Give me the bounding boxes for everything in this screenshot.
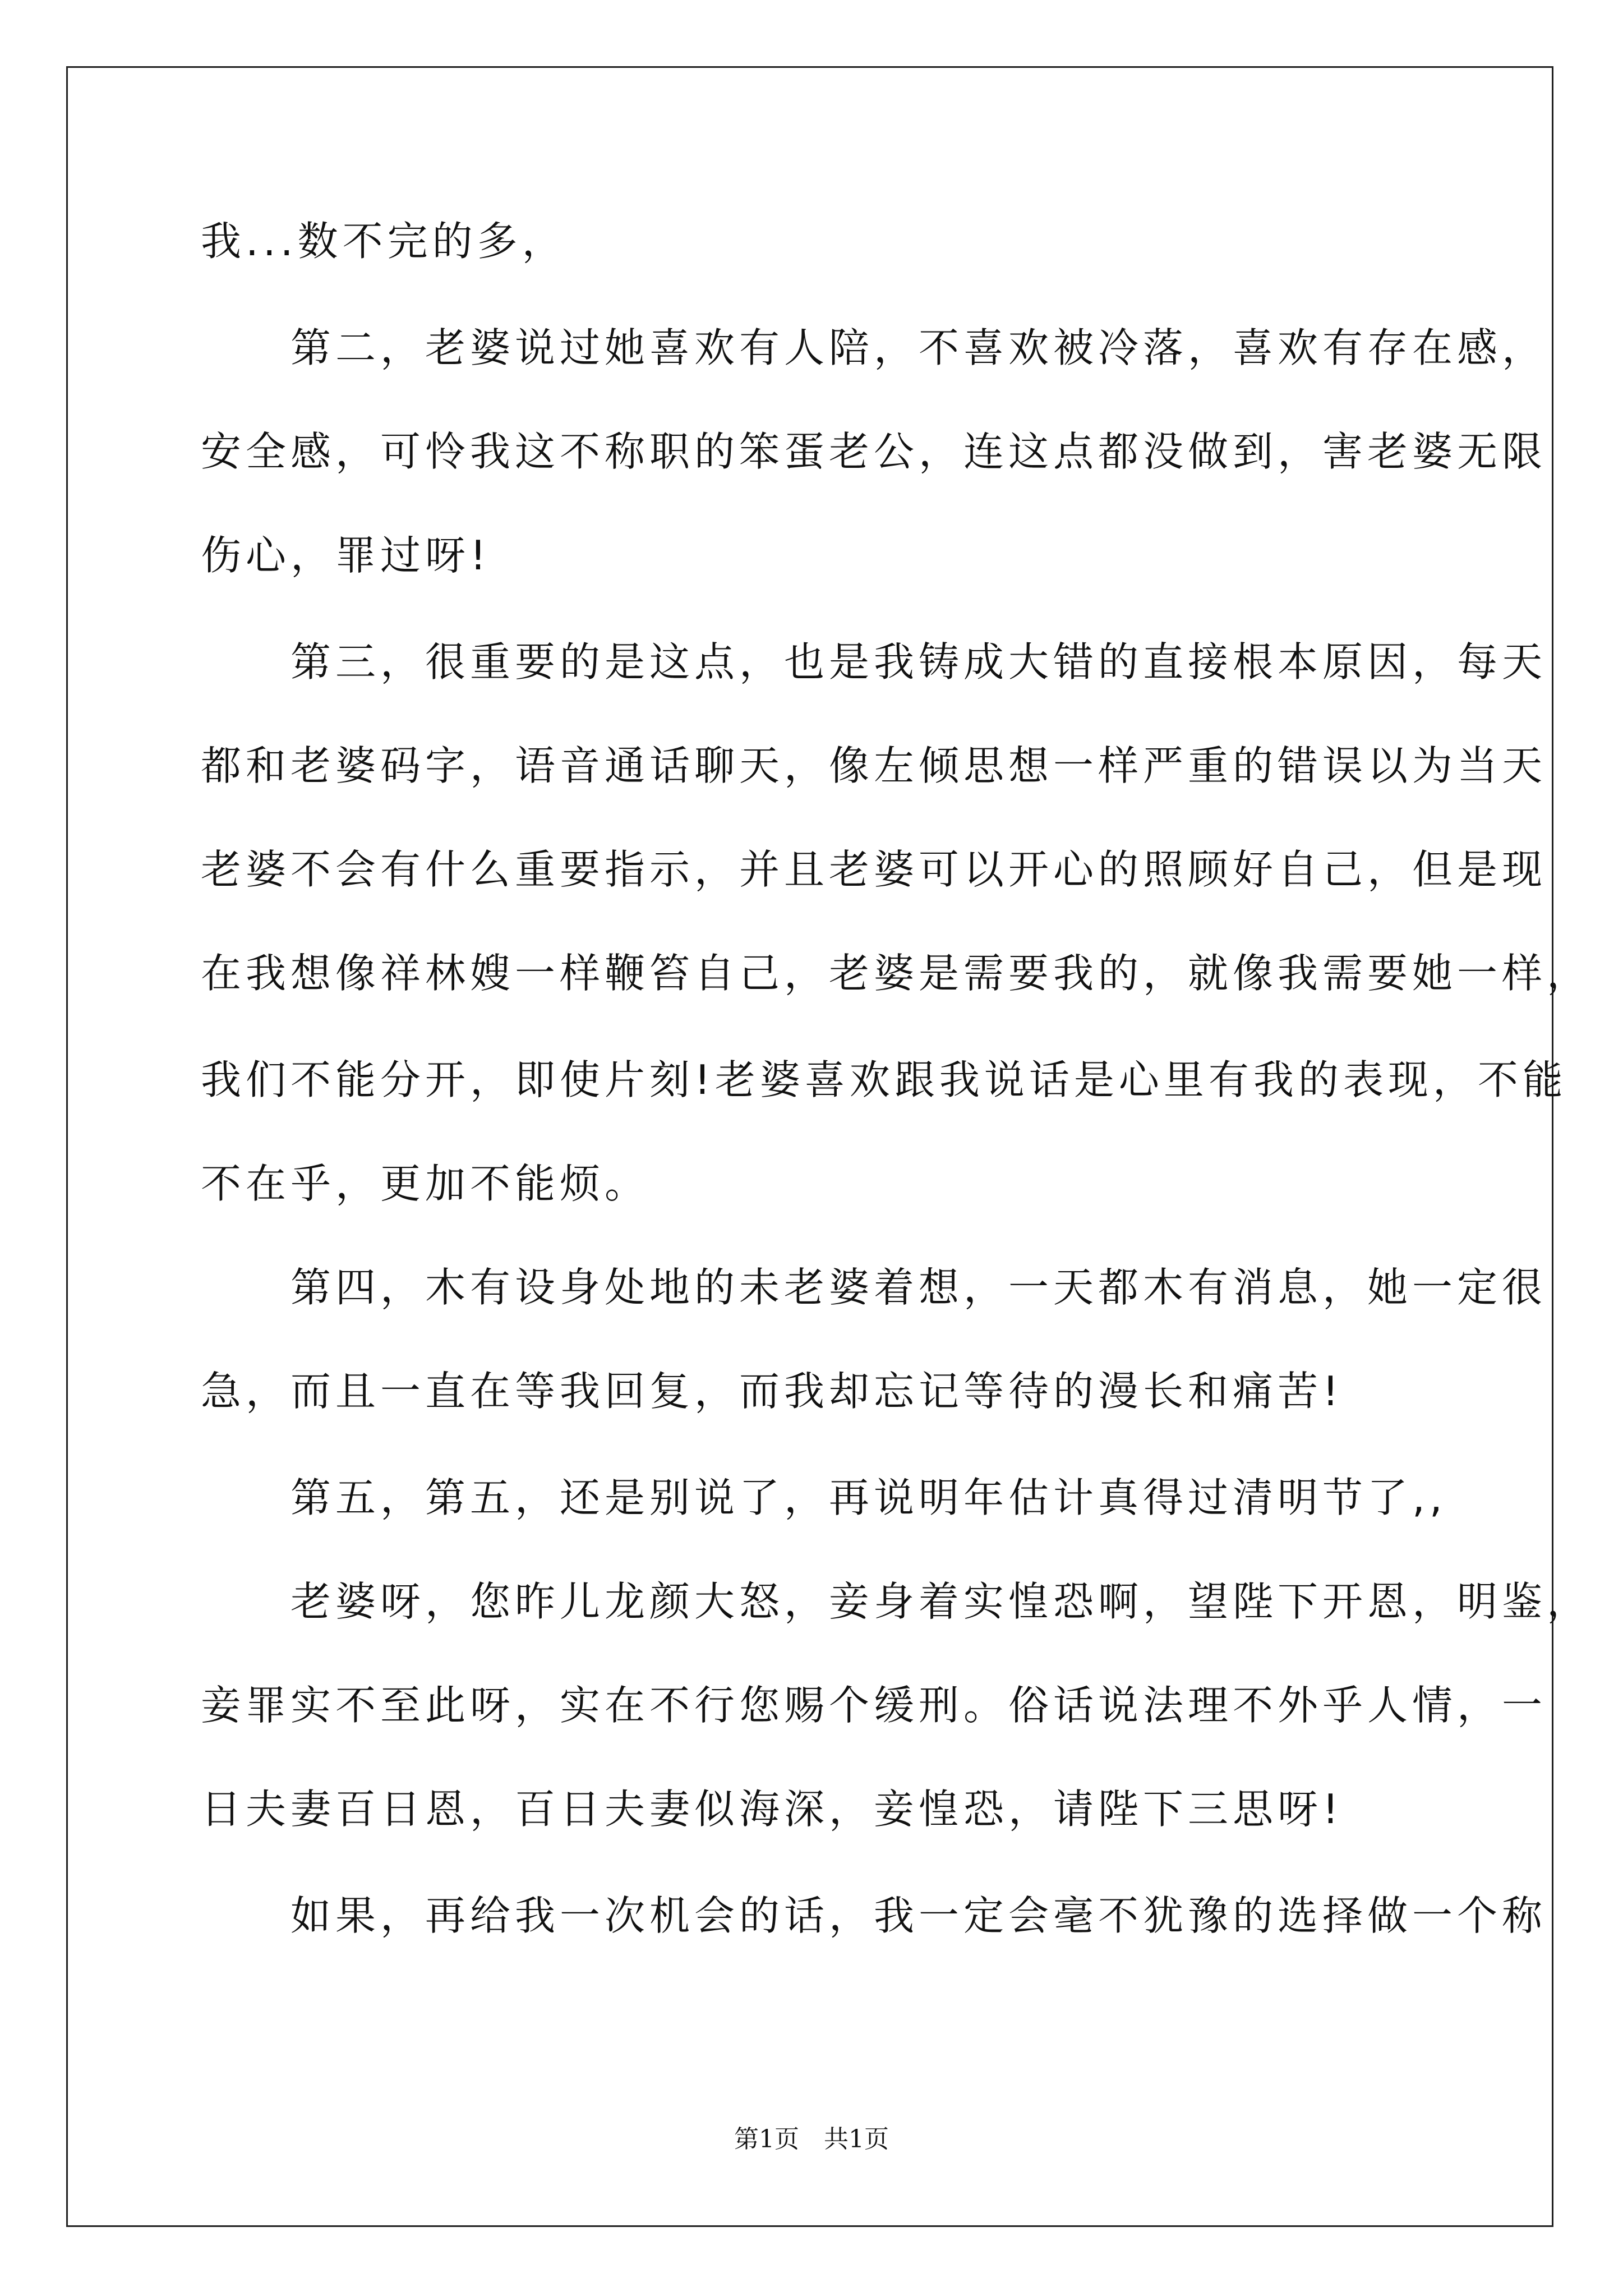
text-line: 我...数不完的多， [201, 218, 567, 265]
text-line: 第五，第五，还是别说了，再说明年估计真得过清明节了,, [201, 1474, 1447, 1521]
text-line: 第三，很重要的是这点，也是我铸成大错的直接根本原因，每天 [201, 638, 1547, 685]
text-line: 我们不能分开，即使片刻!老婆喜欢跟我说话是心里有我的表现，不能 [201, 1056, 1567, 1103]
text-line: 妾罪实不至此呀，实在不行您赐个缓刑。俗话说法理不外乎人情，一 [201, 1682, 1547, 1729]
page-footer: 第1页 共1页 [734, 2125, 889, 2154]
text-line: 不在乎，更加不能烦。 [201, 1160, 650, 1207]
text-line: 老婆呀，您昨儿龙颜大怒，妾身着实惶恐啊，望陛下开恩，明鉴， [201, 1578, 1592, 1625]
text-line: 老婆不会有什么重要指示，并且老婆可以开心的照顾好自己，但是现 [201, 846, 1547, 893]
text-line: 如果，再给我一次机会的话，我一定会毫不犹豫的选择做一个称 [201, 1892, 1547, 1939]
text-line: 第四，木有设身处地的未老婆着想，一天都木有消息，她一定很 [201, 1264, 1547, 1311]
text-line: 日夫妻百日恩，百日夫妻似海深，妾惶恐，请陛下三思呀! [201, 1786, 1343, 1833]
text-line: 第二，老婆说过她喜欢有人陪，不喜欢被冷落，喜欢有存在感， [201, 324, 1547, 371]
text-line: 急，而且一直在等我回复，而我却忘记等待的漫长和痛苦! [201, 1368, 1343, 1415]
text-line: 在我想像祥林嫂一样鞭笞自己，老婆是需要我的，就像我需要她一样， [201, 950, 1592, 997]
text-line: 伤心，罪过呀! [201, 532, 491, 579]
text-line: 安全感，可怜我这不称职的笨蛋老公，连这点都没做到，害老婆无限 [201, 428, 1547, 475]
text-line: 都和老婆码字，语音通话聊天，像左倾思想一样严重的错误以为当天 [201, 742, 1547, 789]
